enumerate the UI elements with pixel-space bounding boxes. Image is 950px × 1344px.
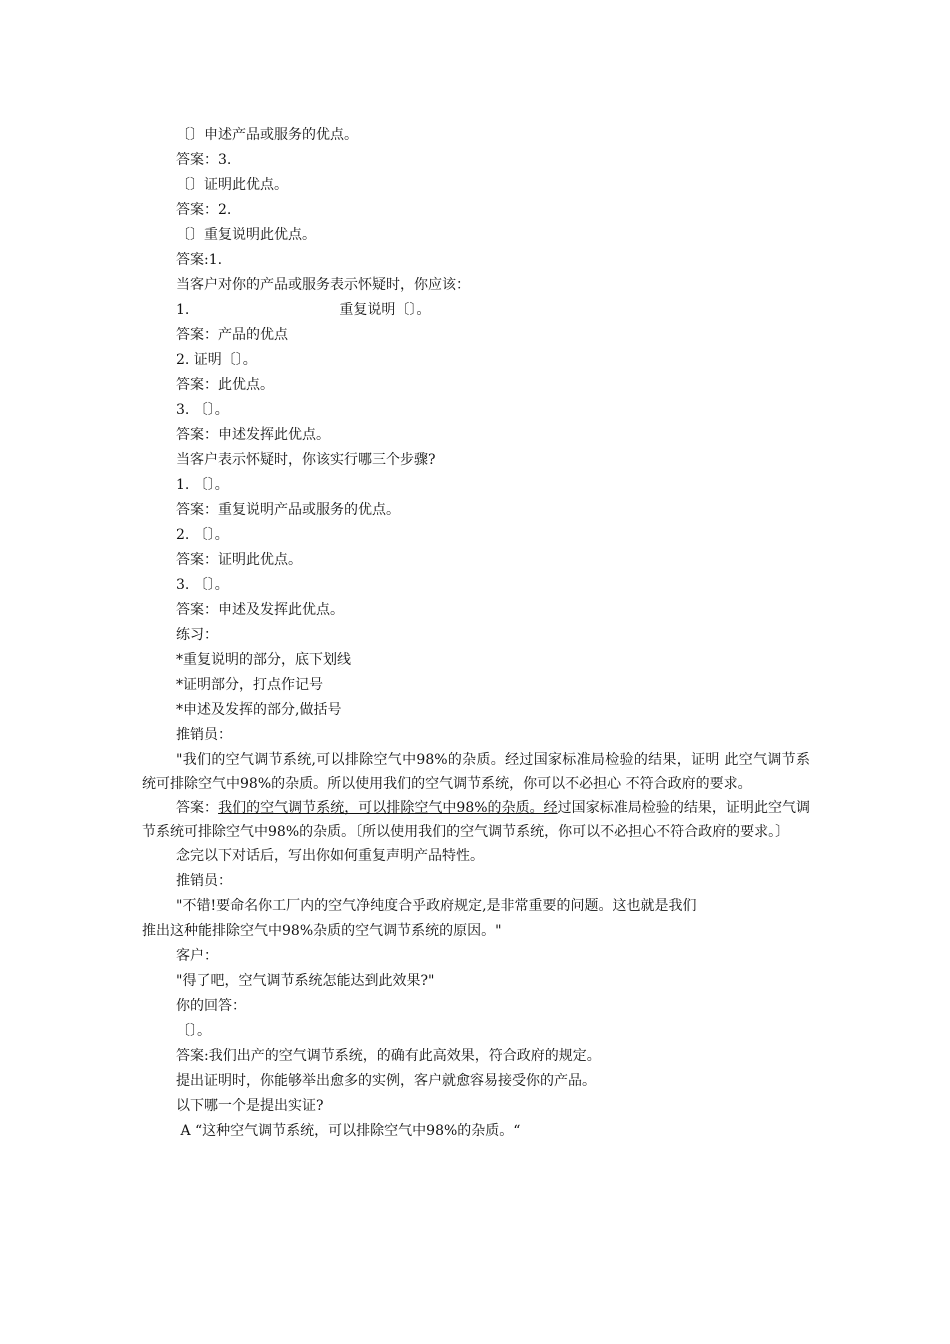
exercise-heading: 练习：: [176, 627, 218, 643]
item-text: 重复说明〔〕。: [339, 302, 431, 318]
answer-line: 答案：3.: [176, 152, 232, 168]
answer-line: 答案：申述及发挥此优点。: [176, 602, 344, 618]
numbered-item: 2. 证明〔〕。: [176, 352, 257, 368]
answer-rest: 过国家标准局检验的结果，证明此空气调节系统可排除空气中98%的杂质。〔所以使用我们的空气调节系统，你可以不必担心不符合政府的要求。〕: [142, 800, 811, 840]
blank-line: 〔〕。: [176, 1023, 211, 1039]
question-line: 以下哪一个是提出实证?: [176, 1098, 324, 1114]
answer-label: 答案：: [176, 800, 219, 816]
numbered-item: 3. 〔〕。: [176, 577, 229, 593]
answer-line: 答案：产品的优点: [176, 327, 288, 343]
text-line: 〔〕证明此优点。: [176, 177, 288, 193]
salesman-quote: "我们的空气调节系统,可以排除空气中98%的杂质。经过国家标准局检验的结果，证明 此空气调节系统可排除空气中98%的杂质。所以使用我们的空气调节系统，你可以不必担心 不符合政府的要求。: [142, 752, 810, 792]
numbered-item: [142, 298, 810, 323]
item-number: 1.: [176, 302, 190, 318]
text-line: 〔〕重复说明此优点。: [176, 227, 316, 243]
answer-line: 答案：证明此优点。: [176, 552, 302, 568]
answer-line: 答案：重复说明产品或服务的优点。: [176, 502, 400, 518]
numbered-item: 3. 〔〕。: [176, 402, 229, 418]
answer-line: 答案：2.: [176, 202, 232, 218]
exercise-rule: *重复说明的部分，底下划线: [176, 652, 351, 668]
answer-line: 答案:我们出产的空气调节系统，的确有此高效果，符合政府的规定。: [176, 1048, 601, 1064]
underlined-answer: 我们的空气调节系统，可以排除空气中98%的杂质。经: [218, 800, 558, 816]
numbered-item: 1. 〔〕。: [176, 477, 229, 493]
exercise-rule: *申述及发挥的部分,做括号: [176, 702, 342, 718]
exercise-rule: *证明部分，打点作记号: [176, 677, 323, 693]
speaker-label: 推销员：: [176, 873, 232, 889]
speaker-label: 客户：: [176, 948, 218, 964]
text-line: 提出证明时，你能够举出愈多的实例，客户就愈容易接受你的产品。: [176, 1073, 596, 1089]
option-a: A “这种空气调节系统，可以排除空气中98%的杂质。“: [176, 1123, 521, 1139]
text-line: 〔〕申述产品或服务的优点。: [176, 127, 358, 143]
salesman-quote-line2: 推出这种能排除空气中98%杂质的空气调节系统的原因。": [142, 923, 502, 939]
document-body: [142, 123, 810, 1144]
answer-paragraph: [142, 796, 810, 844]
customer-quote: "得了吧，空气调节系统怎能达到此效果?": [176, 973, 435, 989]
question-line: 当客户表示怀疑时，你该实行哪三个步骤?: [176, 452, 436, 468]
answer-line: 答案：此优点。: [176, 377, 274, 393]
question-line: 当客户对你的产品或服务表示怀疑时，你应该：: [176, 277, 470, 293]
salesman-quote-line1: "不错!要命名你工厂内的空气净纯度合乎政府规定,是非常重要的问题。这也就是我们: [176, 898, 697, 914]
instruction-line: 念完以下对话后，写出你如何重复声明产品特性。: [176, 848, 484, 864]
numbered-item: 2. 〔〕。: [176, 527, 229, 543]
prompt-line: 你的回答：: [176, 998, 246, 1014]
speaker-label: 推销员：: [176, 727, 232, 743]
answer-line: 答案:1.: [176, 252, 223, 268]
answer-line: 答案：申述发挥此优点。: [176, 427, 330, 443]
